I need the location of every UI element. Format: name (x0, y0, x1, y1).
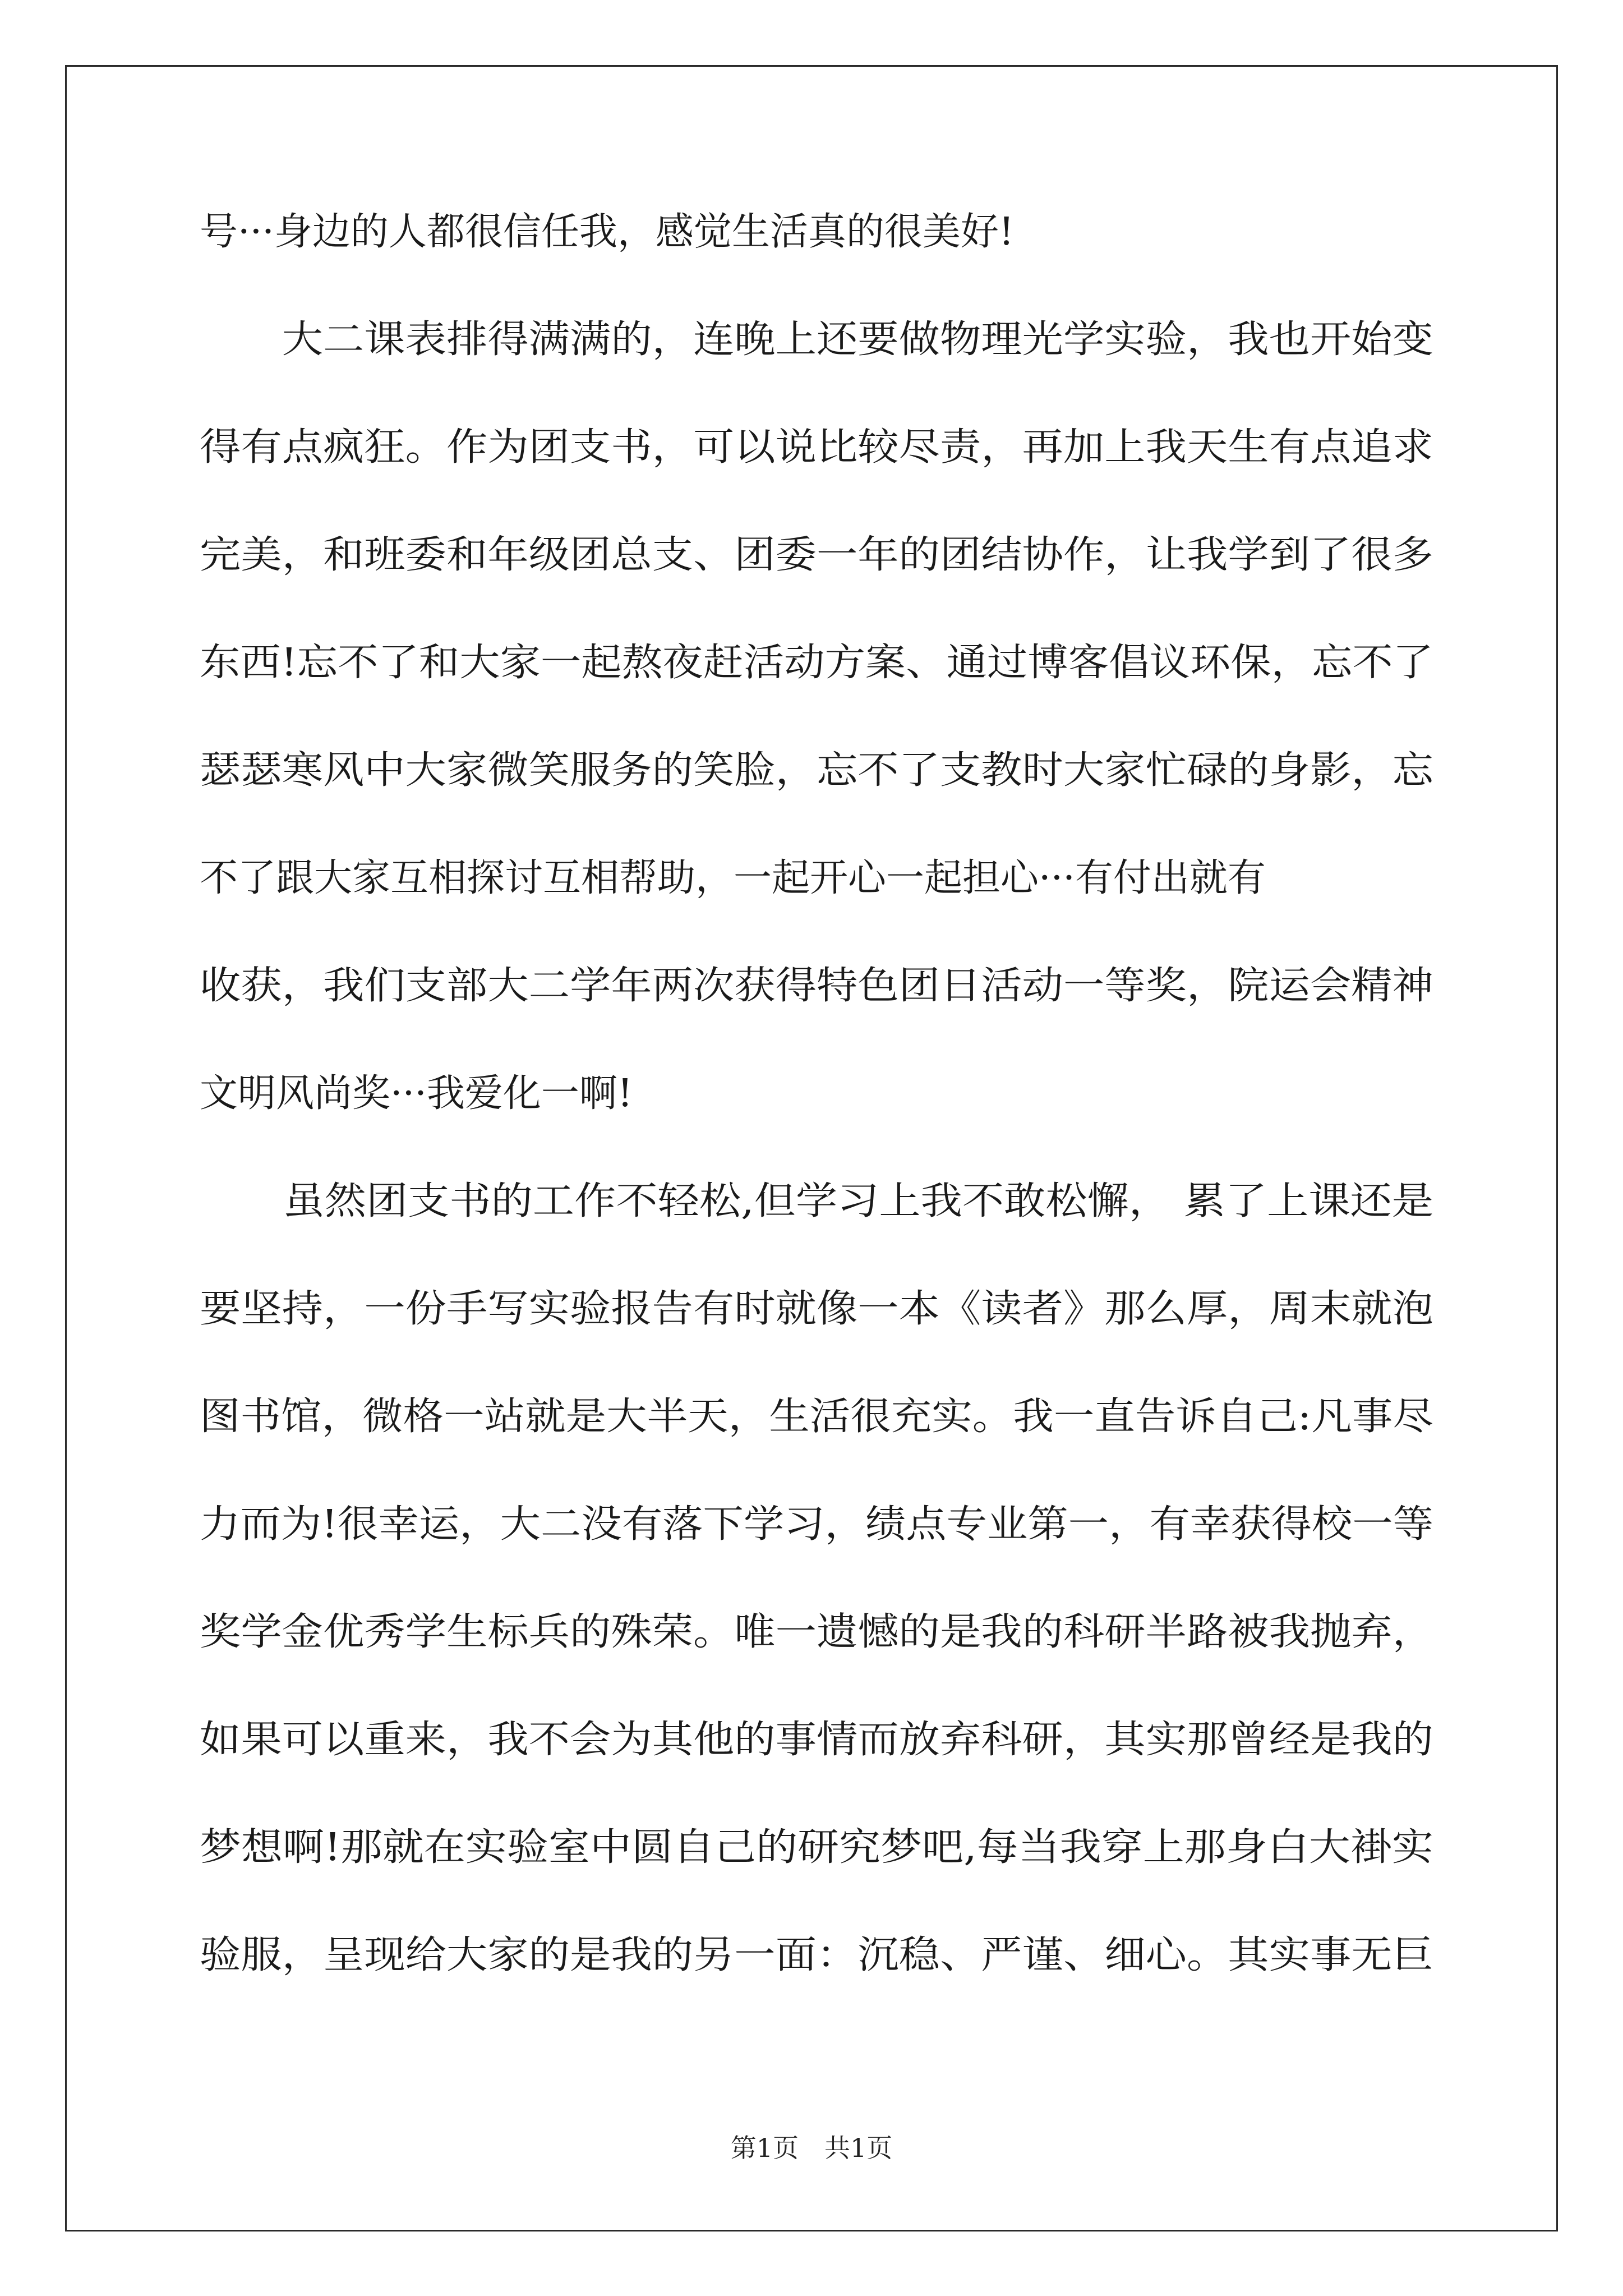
text-line: 力而为!很幸运，大二没有落下学习，绩点专业第一，有幸获得校一等 (200, 1502, 1434, 1547)
text-line: 虽然团支书的工作不轻松,但学习上我不敢松懈， 累了上课还是 (200, 1179, 1434, 1223)
text-line: 不了跟大家互相探讨互相帮助，一起开心一起担心···有付出就有 (200, 856, 1266, 900)
text-line: 号···身边的人都很信任我，感觉生活真的很美好! (200, 210, 1015, 254)
text-line: 东西!忘不了和大家一起熬夜赶活动方案、通过博客倡议环保，忘不了 (200, 641, 1434, 685)
text-line: 大二课表排得满满的，连晚上还要做物理光学实验，我也开始变 (200, 318, 1433, 362)
text-line: 文明风尚奖···我爱化一啊! (200, 1071, 633, 1116)
text-line: 如果可以重来，我不会为其他的事情而放弃科研，其实那曾经是我的 (200, 1718, 1433, 1762)
text-line: 奖学金优秀学生标兵的殊荣。唯一遗憾的是我的科研半路被我抛弃， (200, 1610, 1433, 1654)
text-line: 完美，和班委和年级团总支、团委一年的团结协作，让我学到了很多 (200, 533, 1433, 577)
text-line: 瑟瑟寒风中大家微笑服务的笑脸，忘不了支教时大家忙碌的身影，忘 (200, 748, 1433, 793)
page-footer: 第1页 共1页 (730, 2133, 893, 2163)
text-line: 得有点疯狂。作为团支书，可以说比较尽责，再加上我天生有点追求 (200, 425, 1433, 470)
text-line: 梦想啊!那就在实验室中圆自己的研究梦吧,每当我穿上那身白大褂实 (200, 1825, 1434, 1870)
text-line: 验服，呈现给大家的是我的另一面：沉稳、严谨、细心。其实事无巨 (200, 1933, 1433, 1977)
text-line: 要坚持，一份手写实验报告有时就像一本《读者》那么厚，周末就泡 (200, 1287, 1433, 1331)
text-line: 收获，我们支部大二学年两次获得特色团日活动一等奖，院运会精神 (200, 964, 1433, 1008)
text-line: 图书馆，微格一站就是大半天，生活很充实。我一直告诉自己:凡事尽 (200, 1395, 1433, 1439)
document-body (200, 210, 1434, 2044)
